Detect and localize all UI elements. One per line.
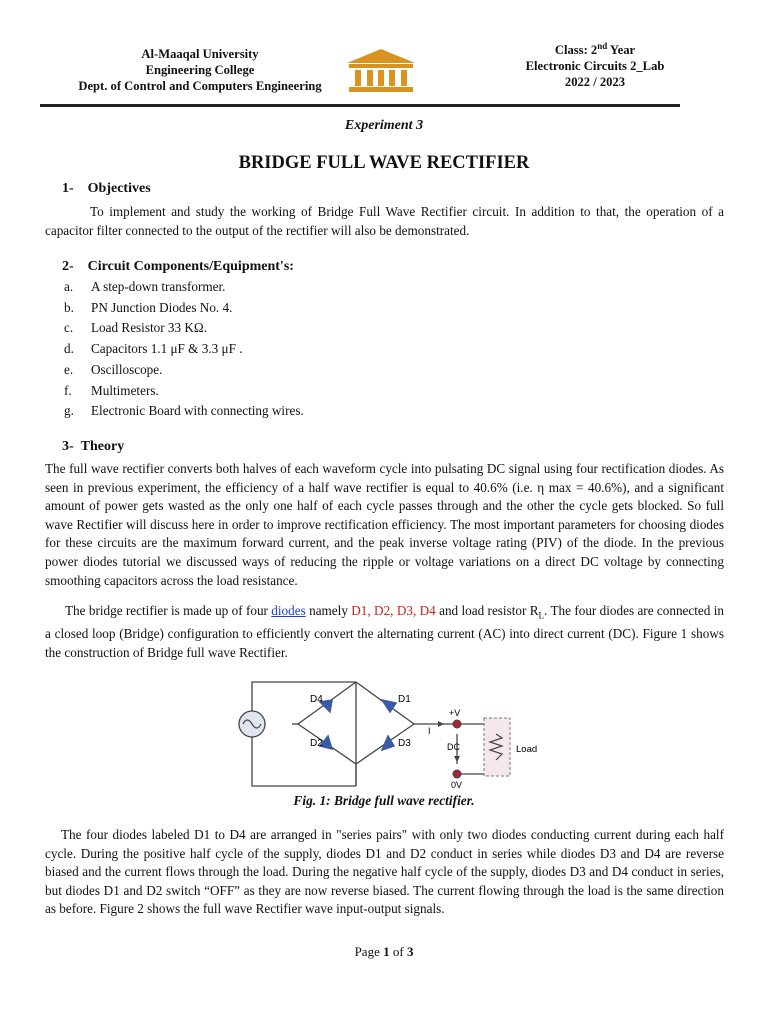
component-item: e. Oscilloscope.	[64, 361, 163, 377]
theory-heading: 3- Theory	[62, 439, 125, 454]
college-name: Engineering College	[145, 63, 255, 77]
course-name: Electronic Circuits 2_Lab	[525, 59, 665, 74]
label-d2: D2	[310, 738, 323, 749]
components-list	[64, 277, 304, 422]
label-dc: DC	[447, 742, 460, 752]
component-item: f. Multimeters.	[64, 382, 159, 398]
department-name: Dept. of Control and Computers Engineering	[78, 79, 322, 93]
theory-paragraph-1: The full wave rectifier converts both halves of each waveform cycle into pulsating DC signal using four rectification diodes. As seen in previous experiment, the efficiency of a half wave rectifier is equal to 40.6% (i.e. η max = 40.6%), and a significant amount of power gets wasted as the only one half of each cycle passes through and the other the cycle gets blocked. So full wave Rectifier will discuss here in order to improve rectification efficiency. The most important parameters for choosing diodes for these circuits are the maximum forward current, and the peak inverse voltage rating (PIV) of the diode. In the previous power diodes tutorial we discussed ways of reducing the ripple or voltage variations on a direct DC voltage by connecting smoothing capacitors across the load resistance.	[45, 461, 724, 588]
header-course	[500, 38, 690, 90]
component-item: d. Capacitors 1.1 μF & 3.3 μF .	[64, 341, 243, 357]
label-d4: D4	[310, 694, 323, 705]
diode-d3-icon	[382, 736, 394, 750]
label-load: Load	[516, 744, 538, 755]
component-item: b. PN Junction Diodes No. 4.	[64, 299, 233, 315]
objectives-text: To implement and study the working of Bridge Full Wave Rectifier circuit. In addition to that, the operation of a capacitor filter connected to the output of the rectifier will also be demonstrated.	[45, 204, 724, 238]
components-heading: 2- Circuit Components/Equipment's:	[62, 259, 294, 274]
university-name: Al-Maaqal University	[141, 47, 259, 61]
university-logo-icon	[343, 46, 419, 94]
load-box	[484, 718, 510, 776]
bridge-rectifier-figure	[232, 674, 552, 790]
component-item: g. Electronic Board with connecting wires.	[64, 403, 304, 419]
component-item: a. A step-down transformer.	[64, 279, 226, 294]
academic-year: 2022 / 2023	[564, 75, 626, 90]
component-item: c. Load Resistor 33 KΩ.	[64, 320, 208, 336]
class-year: Class: 2nd Year	[554, 41, 636, 58]
experiment-number: Experiment 3	[344, 118, 424, 133]
page-title: BRIDGE FULL WAVE RECTIFIER	[238, 153, 530, 173]
page-footer: Page 1 of 3	[354, 944, 414, 959]
header-divider	[40, 104, 680, 107]
diodes-link[interactable]: diodes	[271, 603, 306, 618]
label-d3: D3	[398, 738, 411, 749]
header-institution	[60, 46, 340, 94]
label-plus-v: +V	[449, 708, 461, 718]
label-d1: D1	[398, 694, 411, 705]
label-zero-v: 0V	[451, 780, 463, 790]
theory-paragraph-3: The four diodes labeled D1 to D4 are arranged in "series pairs" with only two diodes conducting current during each half cycle. During the positive half cycle of the supply, diodes D1 and D2 conduct in series while diodes D3 and D4 are reverse biased and the current flows through the load. During the negative half cycle of the supply, diodes D3 and D4 conduct in series, but diodes D1 and D2 switch “OFF” as they are now reverse biased. The current flowing through the load is the same direction as before. Figure 2 shows the full wave Rectifier wave input-output signals.	[45, 827, 724, 917]
label-current: I	[428, 726, 431, 736]
theory-paragraph-2: The bridge rectifier is made up of four diodes namely D1, D2, D3, D4 and load resistor $R_L$. The four diodes are connected in a closed loop (Bridge) configuration to efficiently convert the alternating current (AC) into direct current (DC). Figure 1 shows the construction of Bridge full wave Rectifier.	[45, 603, 724, 660]
diode-names: D1, D2, D3, D4	[351, 603, 436, 618]
figure-caption: Fig. 1: Bridge full wave rectifier.	[293, 793, 475, 808]
objectives-heading: 1- Objectives	[62, 181, 151, 196]
